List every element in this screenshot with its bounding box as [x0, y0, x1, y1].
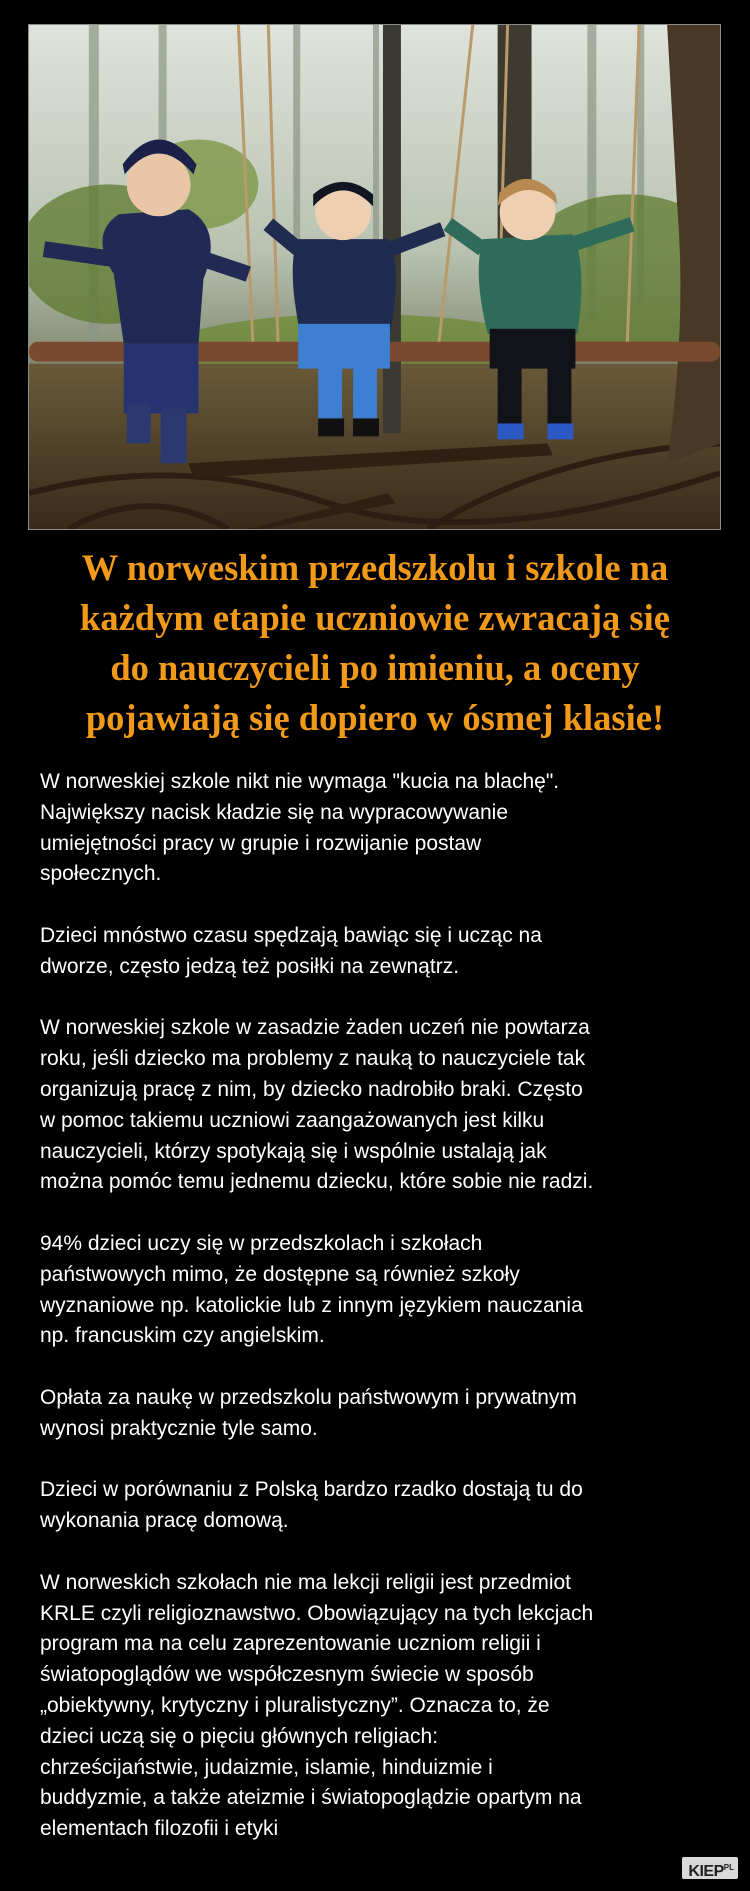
article-line: Opłata za naukę w przedszkolu państwowym i prywatnym: [40, 1385, 577, 1409]
article-line: państwowych mimo, że dostępne są również szkoły: [40, 1262, 520, 1286]
article-paragraph: [40, 1568, 720, 1845]
article-line: W norweskiej szkole nikt nie wymaga "kucia na blachę".: [40, 770, 560, 793]
article-paragraph: [40, 1383, 720, 1445]
article-line: organizują pracę z nim, by dziecko nadrobiło braki. Często: [40, 1077, 583, 1101]
photo-children-on-swing: [28, 24, 721, 530]
article-line: wykonania pracę domową.: [40, 1509, 289, 1533]
article-line: 94% dzieci uczy się w przedszkolach i szkołach: [40, 1231, 483, 1255]
article-line: roku, jeśli dziecko ma problemy z nauką to nauczyciele tak: [40, 1047, 586, 1071]
headline-line: pojawiają się dopiero w ósmej klasie!: [85, 697, 665, 738]
kiep-logo-link[interactable]: [682, 1857, 738, 1879]
forest-swing-illustration: [29, 25, 720, 529]
article-paragraph: [40, 1013, 720, 1198]
headline: [20, 543, 730, 743]
article-body: [40, 767, 720, 1876]
article-line: program ma na celu zaprezentowanie uczniom religii i: [40, 1632, 541, 1656]
article-line: chrześcijaństwie, judaizmie, islamie, hinduizmie i: [40, 1755, 493, 1779]
headline-line: W norweskim przedszkolu i szkole na: [81, 547, 669, 588]
article-line: światopoglądów we współczesnym świecie w sposób: [40, 1663, 534, 1687]
article-paragraph: [40, 1229, 720, 1352]
article-line: KRLE czyli religioznawstwo. Obowiązujący na tych lekcjach: [40, 1601, 594, 1625]
article-line: umiejętności pracy w grupie i rozwijanie postaw: [40, 831, 482, 855]
article-line: można pomóc temu jednemu dziecku, które sobie nie radzi.: [40, 1170, 594, 1194]
headline-line: do nauczycieli po imieniu, a oceny: [110, 647, 640, 688]
tree-trunk-center: [383, 25, 401, 433]
article-line: elementach filozofii i etyki: [40, 1817, 279, 1841]
article-line: dworze, często jedzą też posiłki na zewnątrz.: [40, 954, 460, 978]
article-line: wynosi praktycznie tyle samo.: [40, 1416, 318, 1440]
article-line: buddyzmie, a także ateizmie i światopoglądzie opartym na: [40, 1786, 582, 1810]
article-line: W norweskiej szkole w zasadzie żaden uczeń nie powtarza: [40, 1016, 590, 1040]
article-line: Dzieci w porównaniu z Polską bardzo rzadko dostają tu do: [40, 1478, 583, 1502]
article-line: np. francuskim czy angielskim.: [40, 1324, 325, 1348]
article-paragraph: [40, 921, 720, 983]
article-line: W norweskich szkołach nie ma lekcji religii jest przedmiot: [40, 1570, 572, 1594]
article-line: „obiektywny, krytyczny i pluralistyczny”. Oznacza to, że: [40, 1693, 550, 1717]
kiep-logo-suffix: PL: [723, 1863, 734, 1872]
article-line: w pomoc takiemu uczniowi zaangażowanych jest kilku: [40, 1108, 545, 1132]
kiep-logo-text: KIEP: [688, 1863, 724, 1880]
article-line: społecznych.: [40, 862, 162, 886]
article-line: Największy nacisk kładzie się na wypracowywanie: [40, 800, 509, 824]
headline-line: każdym etapie uczniowie zwracają się: [80, 597, 670, 638]
article-line: wyznaniowe np. katolickie lub z innym językiem nauczania: [40, 1293, 583, 1317]
article-line: dzieci uczą się o pięciu głównych religiach:: [40, 1724, 439, 1748]
article-line: Dzieci mnóstwo czasu spędzają bawiąc się i ucząc na: [40, 923, 542, 947]
article-line: nauczycieli, którzy spotykają się i wspólnie ustalają jak: [40, 1139, 547, 1163]
article-paragraph: [40, 1475, 720, 1537]
article-paragraph: [40, 767, 720, 890]
